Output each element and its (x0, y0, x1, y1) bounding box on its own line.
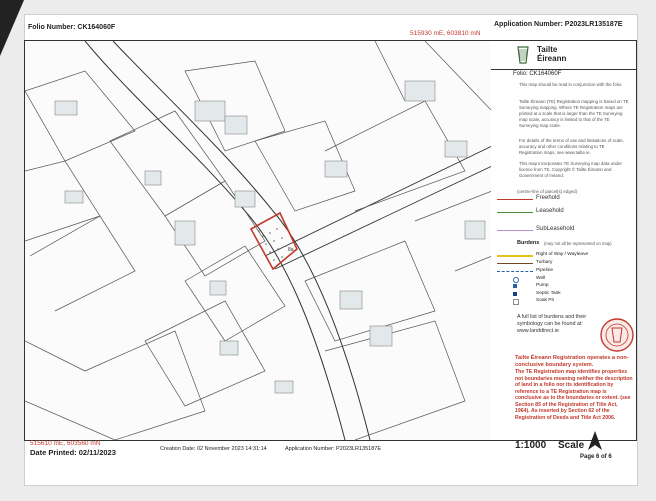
map-drawing (25, 41, 492, 440)
pipeline-line (497, 271, 533, 272)
legend-subleasehold: SubLeasehold (536, 226, 575, 232)
north-arrow-icon (586, 430, 604, 452)
soak-pit-icon (513, 299, 519, 305)
scale-ratio: 1:1000 (515, 440, 547, 451)
road-edge-east (113, 41, 370, 440)
septic-tank-icon (513, 292, 517, 296)
legend-freehold: Freehold (536, 195, 560, 201)
freehold-line (497, 199, 533, 200)
harp-logo-icon (515, 45, 531, 65)
leasehold-line (497, 212, 533, 213)
parcel-label: 8a (288, 247, 294, 253)
seal-icon (600, 316, 634, 354)
burden-soak-pit: Soak Pit (536, 298, 554, 303)
burden-turbary: Turbary (536, 260, 553, 265)
warning-title: Tailte Éireann Registration operates a non-conclusive boundary system. (515, 355, 629, 368)
application-number-footer: Application Number: P2023LR135187E (285, 446, 382, 452)
brand-line-2: Éireann (537, 54, 567, 63)
burden-pipeline: Pipeline (536, 268, 554, 273)
note-licence: This map incorporates TE Surveying map data under licence from TE. Copyright © Tailte Éireann and Government of Ireland. (519, 161, 622, 178)
road-north-east-1 (265, 146, 492, 256)
folio-number-header: Folio Number: CK164060F (28, 24, 116, 31)
pump-icon (513, 284, 517, 288)
note-terms-of-use: For details of the terms of use and limitations of scale, accuracy and other conditions relating to TE Registration maps, see www.tailte.ie. (519, 138, 624, 155)
burdens-note: A full list of burdens and their symbology can be found at: www.landdirect.ie (517, 314, 587, 335)
well-icon (513, 277, 519, 283)
buildings (55, 81, 485, 393)
warning-body: The TE Registration map identifies properties not boundaries meaning neither the description of land in a folio nor its identification by reference to a TE Registration map is conclusive as to the boundaries or extent. (see Section 85 of the Registration of Title Act, 1964). As inserted by Section 62 of the Registration of Deeds and Title Act 2006. (515, 369, 633, 421)
coord-top-right: 515930 mE, 603810 mN (410, 30, 481, 37)
turbary-line (497, 263, 533, 264)
burden-well: Well (536, 276, 546, 281)
page-fold-corner (0, 0, 24, 60)
road-north-east-2 (275, 166, 492, 269)
right-of-way-line (497, 255, 533, 257)
application-number-header: Application Number: P2023LR135187E (494, 21, 623, 28)
legend-caption: (centre-line of parcel(s) edged) (517, 189, 578, 194)
legend-panel (491, 40, 637, 441)
burdens-subtitle: (may not all be represented on map) (544, 241, 612, 246)
divider (491, 69, 636, 70)
burden-right-of-way: Right of Way / Wayleave (536, 252, 589, 257)
brand-line-1: Tailte (537, 45, 558, 54)
page-number: Page 6 of 6 (580, 454, 612, 460)
subleasehold-line (497, 230, 533, 231)
creation-date: Creation Date: 02 November 2023 14:31:14 (160, 446, 267, 452)
folio-value: Folio: CK164060F (513, 71, 562, 77)
date-printed: Date Printed: 02/11/2023 (30, 448, 116, 457)
burden-septic-tank: Septic Tank (536, 291, 561, 296)
note-read-with-folio: This map should be read in conjunction with the folio. (519, 82, 623, 87)
coord-bottom-left: 515610 mE, 603560 mN (30, 440, 101, 447)
legend-leasehold: Leasehold (536, 208, 564, 214)
burden-pump: Pump (536, 283, 549, 288)
burdens-title: Burdens (517, 240, 540, 246)
map-frame (24, 40, 493, 441)
scale-label: Scale (558, 440, 585, 451)
note-mapping-basis: Tailte Éireann (TE) Registration mapping is based on TE Surveying mapping. Where TE Registration maps are printed at a scale that is larger than the TE Surveying map scale, accuracy is limited to that of the TE Surveying map scale. (519, 99, 629, 128)
